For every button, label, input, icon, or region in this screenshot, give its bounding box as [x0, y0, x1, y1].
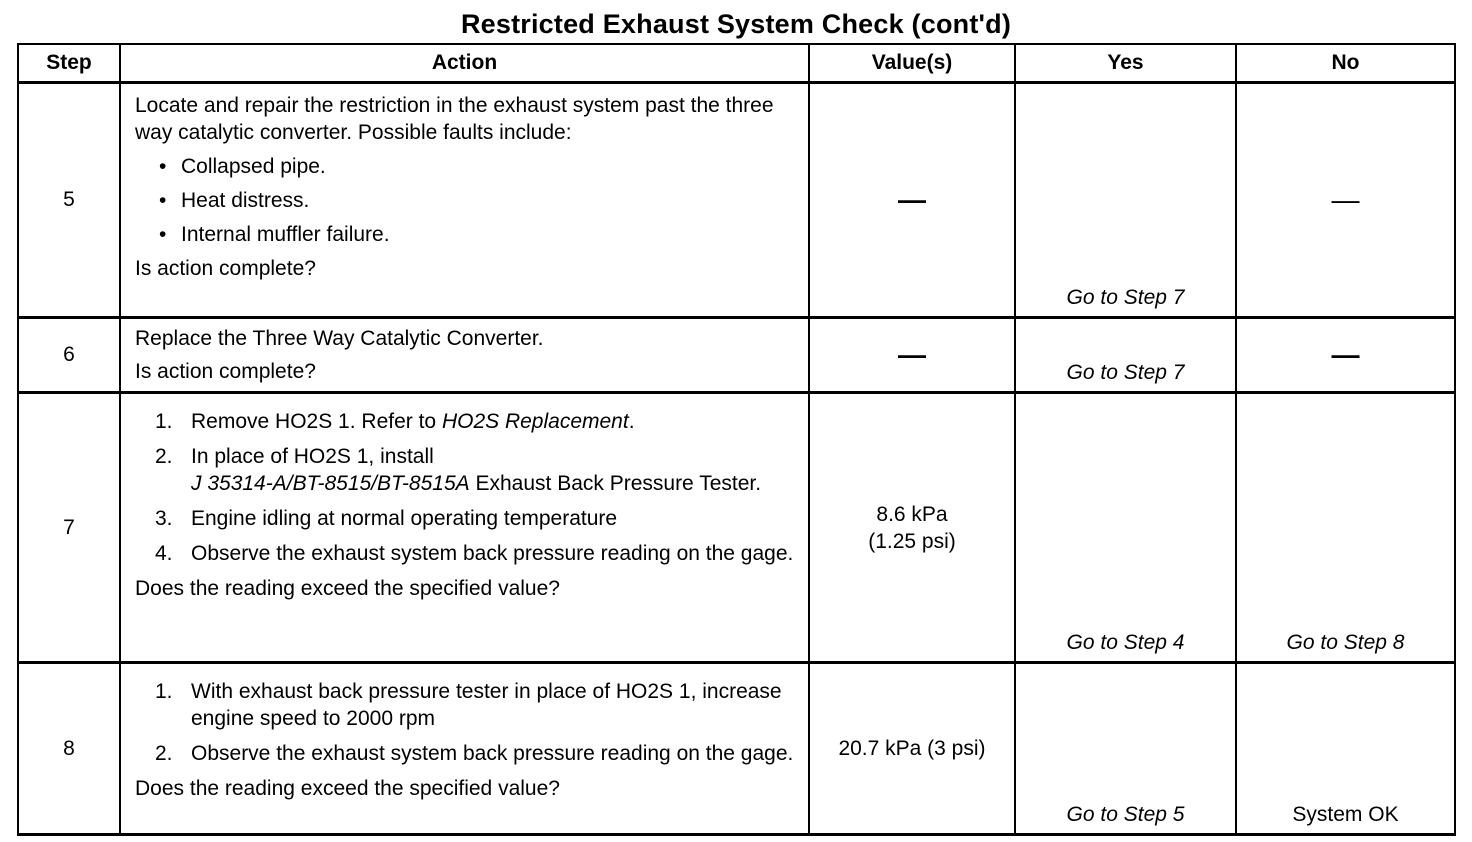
goto-link: Go to Step 8	[1286, 631, 1405, 654]
table-row-step-7	[18, 393, 1455, 663]
procedure-list	[135, 408, 798, 567]
result-text: System OK	[1292, 803, 1399, 826]
list-item: 2. Observe the exhaust system back pressure reading on the gage.	[155, 742, 794, 765]
table-row-step-8	[18, 663, 1455, 835]
reference-link[interactable]: HO2S Replacement	[441, 410, 629, 433]
table-row-step-5	[18, 83, 1455, 318]
fault-list	[135, 153, 798, 248]
action-question: Does the reading exceed the specified value?	[135, 777, 560, 800]
action-line: Replace the Three Way Catalytic Converter.	[135, 327, 544, 350]
list-item: 3. Engine idling at normal operating temperature	[155, 507, 618, 530]
goto-link: Go to Step 4	[1066, 631, 1185, 654]
value-cell: —	[809, 83, 1015, 318]
value-line: (1.25 psi)	[868, 529, 956, 553]
action-cell	[120, 83, 809, 318]
list-item: • Heat distress.	[159, 189, 310, 212]
page-title: Restricted Exhaust System Check (cont'd)	[460, 9, 1012, 39]
yes-cell	[1015, 318, 1236, 393]
yes-cell	[1015, 83, 1236, 318]
list-item: 2. In place of HO2S 1, install J 35314-A/BT-8515/BT-8515A Exhaust Back Pressure Tester.	[155, 445, 762, 495]
action-cell	[120, 318, 809, 393]
step-number: 5	[18, 83, 120, 318]
action-cell	[120, 663, 809, 835]
list-item: 1. Remove HO2S 1. Refer to HO2S Replacement.	[155, 410, 635, 433]
value-line: 8.6 kPa	[876, 502, 948, 526]
header-values: Value(s)	[809, 44, 1015, 83]
bullet-icon: •	[159, 223, 167, 246]
bullet-icon: •	[159, 155, 167, 178]
table-row-step-6	[18, 318, 1455, 393]
goto-link: Go to Step 7	[1066, 361, 1185, 384]
bullet-icon: •	[159, 189, 167, 212]
step-number: 6	[18, 318, 120, 393]
list-item: • Internal muffler failure.	[159, 223, 390, 246]
no-cell	[1236, 663, 1455, 835]
goto-link: Go to Step 7	[1066, 286, 1185, 309]
no-cell	[1236, 393, 1455, 663]
action-question: Is action complete?	[135, 360, 316, 383]
diagnostic-table	[17, 43, 1456, 836]
value-cell	[809, 393, 1015, 663]
action-intro: Locate and repair the restriction in the exhaust system past the three way catalytic converter. Possible faults include:	[135, 94, 774, 144]
value-cell: 20.7 kPa (3 psi)	[809, 663, 1015, 835]
yes-cell	[1015, 393, 1236, 663]
no-cell: —	[1236, 318, 1455, 393]
action-question: Is action complete?	[135, 257, 316, 280]
header-action: Action	[120, 44, 809, 83]
header-no: No	[1236, 44, 1455, 83]
procedure-list	[135, 678, 798, 767]
header-row	[18, 44, 1455, 83]
list-item: • Collapsed pipe.	[159, 155, 326, 178]
action-cell	[120, 393, 809, 663]
list-item: 4. Observe the exhaust system back pressure reading on the gage.	[155, 542, 794, 565]
tool-reference: J 35314-A/BT-8515/BT-8515A	[191, 472, 470, 495]
header-step: Step	[18, 44, 120, 83]
value-cell: —	[809, 318, 1015, 393]
no-cell: —	[1236, 83, 1455, 318]
goto-link: Go to Step 5	[1066, 803, 1185, 826]
action-question: Does the reading exceed the specified value?	[135, 577, 560, 600]
step-number: 8	[18, 663, 120, 835]
list-item: 1. With exhaust back pressure tester in place of HO2S 1, increase engine speed to 2000 rpm	[155, 680, 782, 730]
yes-cell	[1015, 663, 1236, 835]
header-yes: Yes	[1015, 44, 1236, 83]
step-number: 7	[18, 393, 120, 663]
